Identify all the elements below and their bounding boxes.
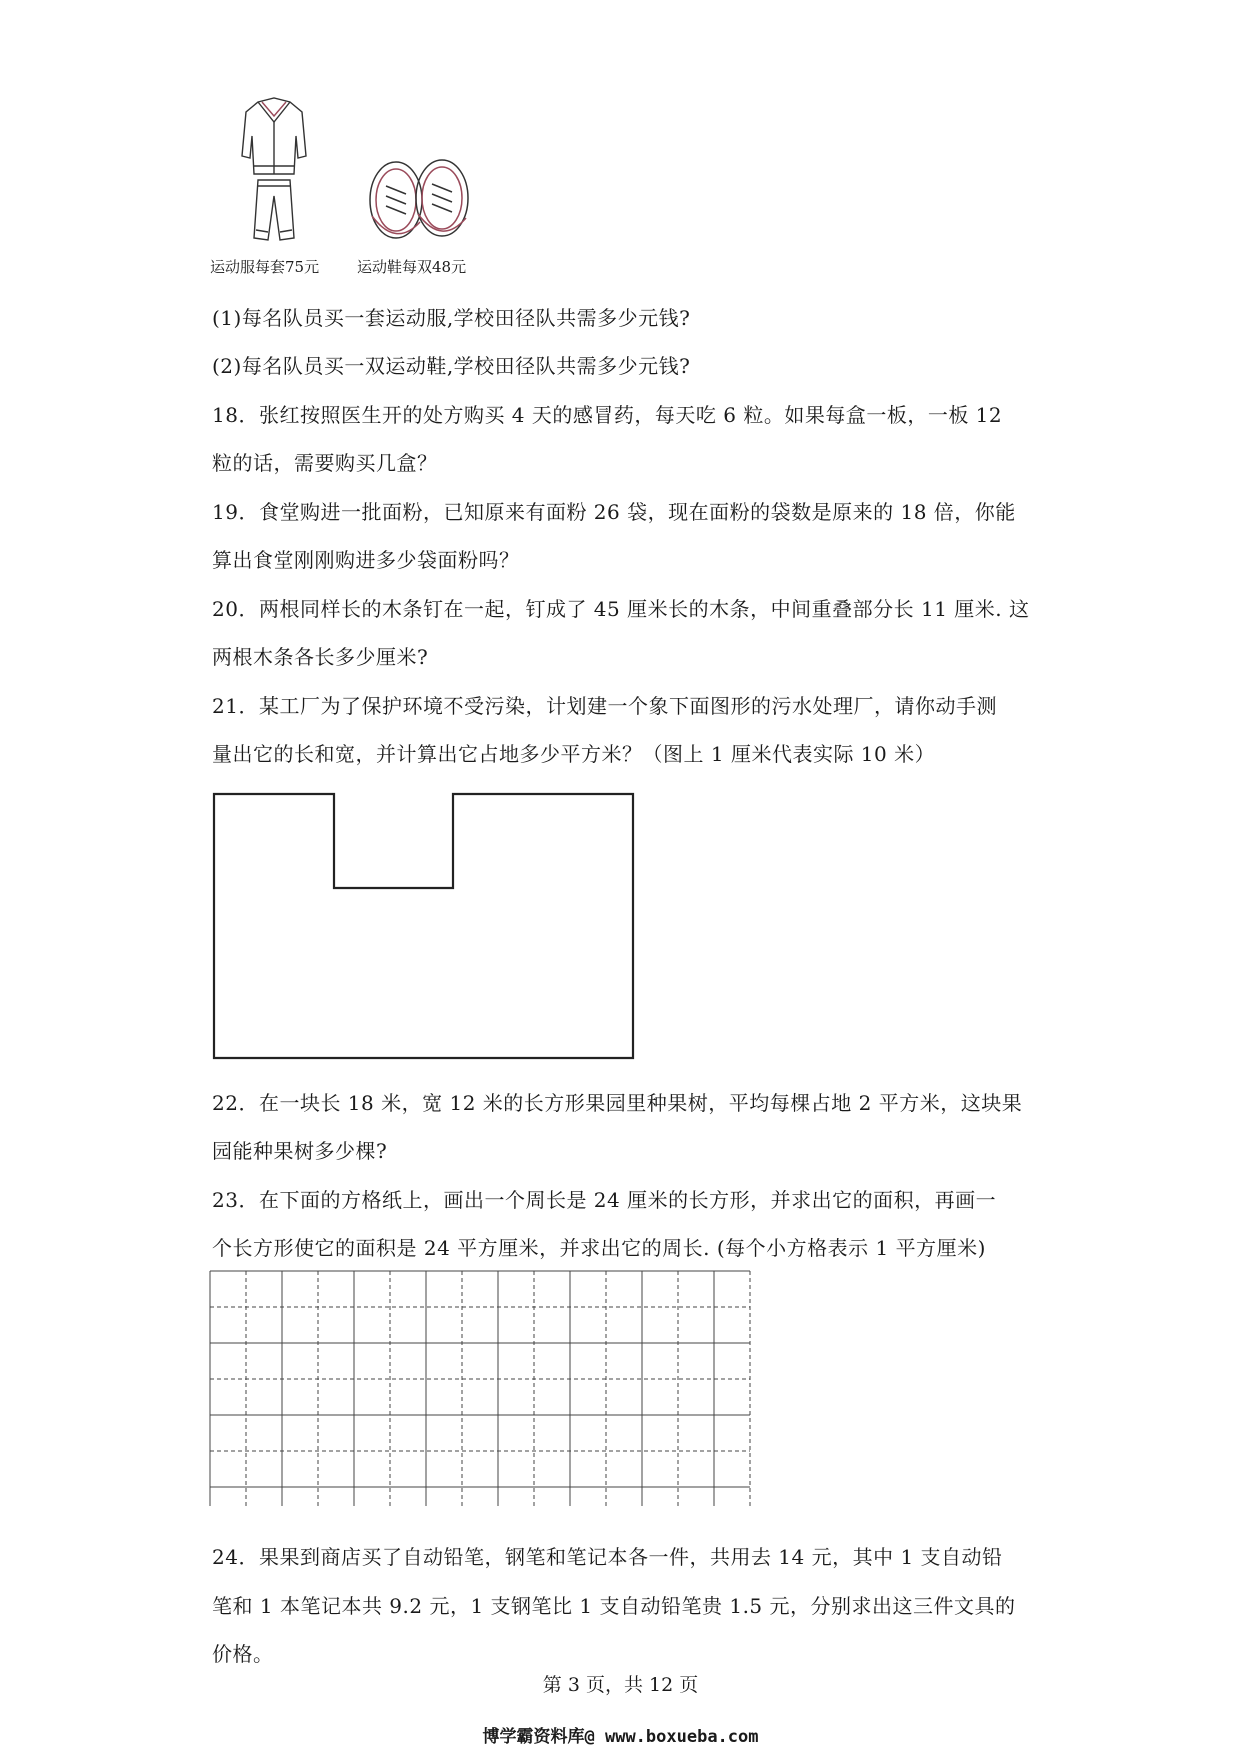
question-22-line-2: 园能种果树多少棵?	[212, 1139, 388, 1163]
question-23-line-2: 个长方形使它的面积是 24 平方厘米，并求出它的周长. (每个小方格表示 1 平方厘米)	[212, 1236, 986, 1260]
question-20-line-2: 两根木条各长多少厘米?	[212, 645, 429, 669]
factory-outline	[214, 794, 633, 1058]
question-24-line-2: 笔和 1 本笔记本共 9.2 元，1 支钢笔比 1 支自动铅笔贵 1.5 元，分别求出这三件文具的	[212, 1594, 1016, 1618]
question-18-line-1: 18．张红按照医生开的处方购买 4 天的感冒药，每天吃 6 粒。如果每盒一板，一板 12	[212, 403, 1003, 427]
question-17-part-1: (1)每名队员买一套运动服,学校田径队共需多少元钱?	[212, 306, 691, 330]
grid-paper	[209, 1270, 753, 1506]
sportswear-illustration	[236, 96, 312, 248]
question-19-line-2: 算出食堂刚刚购进多少袋面粉吗？	[212, 548, 520, 572]
question-24-line-3: 价格。	[212, 1642, 274, 1666]
shoes-price-caption: 运动鞋每双48元	[357, 258, 467, 276]
question-23-line-1: 23．在下面的方格纸上，画出一个周长是 24 厘米的长方形，并求出它的面积，再画一	[212, 1188, 997, 1212]
question-22-line-1: 22．在一块长 18 米，宽 12 米的长方形果园里种果树，平均每棵占地 2 平方米，这块果	[212, 1091, 1023, 1115]
watermark: 博学霸资料库@ www.boxueba.com	[482, 1727, 759, 1747]
suit-price-caption: 运动服每套75元	[210, 258, 320, 276]
sneakers-illustration	[364, 156, 474, 244]
question-24-line-1: 24．果果到商店买了自动铅笔，钢笔和笔记本各一件，共用去 14 元，其中 1 支自动铅	[212, 1545, 1003, 1569]
question-18-line-2: 粒的话，需要购买几盒？	[212, 451, 438, 475]
page-number: 第 3 页，共 12 页	[542, 1674, 699, 1696]
question-21-line-1: 21．某工厂为了保护环境不受污染，计划建一个象下面图形的污水处理厂，请你动手测	[212, 694, 997, 718]
question-19-line-1: 19．食堂购进一批面粉，已知原来有面粉 26 袋，现在面粉的袋数是原来的 18 倍，你能	[212, 500, 1016, 524]
question-20-line-1: 20．两根同样长的木条钉在一起，钉成了 45 厘米长的木条，中间重叠部分长 11 厘米. 这	[212, 597, 1030, 621]
factory-outline-figure	[212, 792, 636, 1064]
question-17-part-2: (2)每名队员买一双运动鞋,学校田径队共需多少元钱?	[212, 354, 691, 378]
question-21-line-2: 量出它的长和宽，并计算出它占地多少平方米？（图上 1 厘米代表实际 10 米）	[212, 742, 936, 766]
